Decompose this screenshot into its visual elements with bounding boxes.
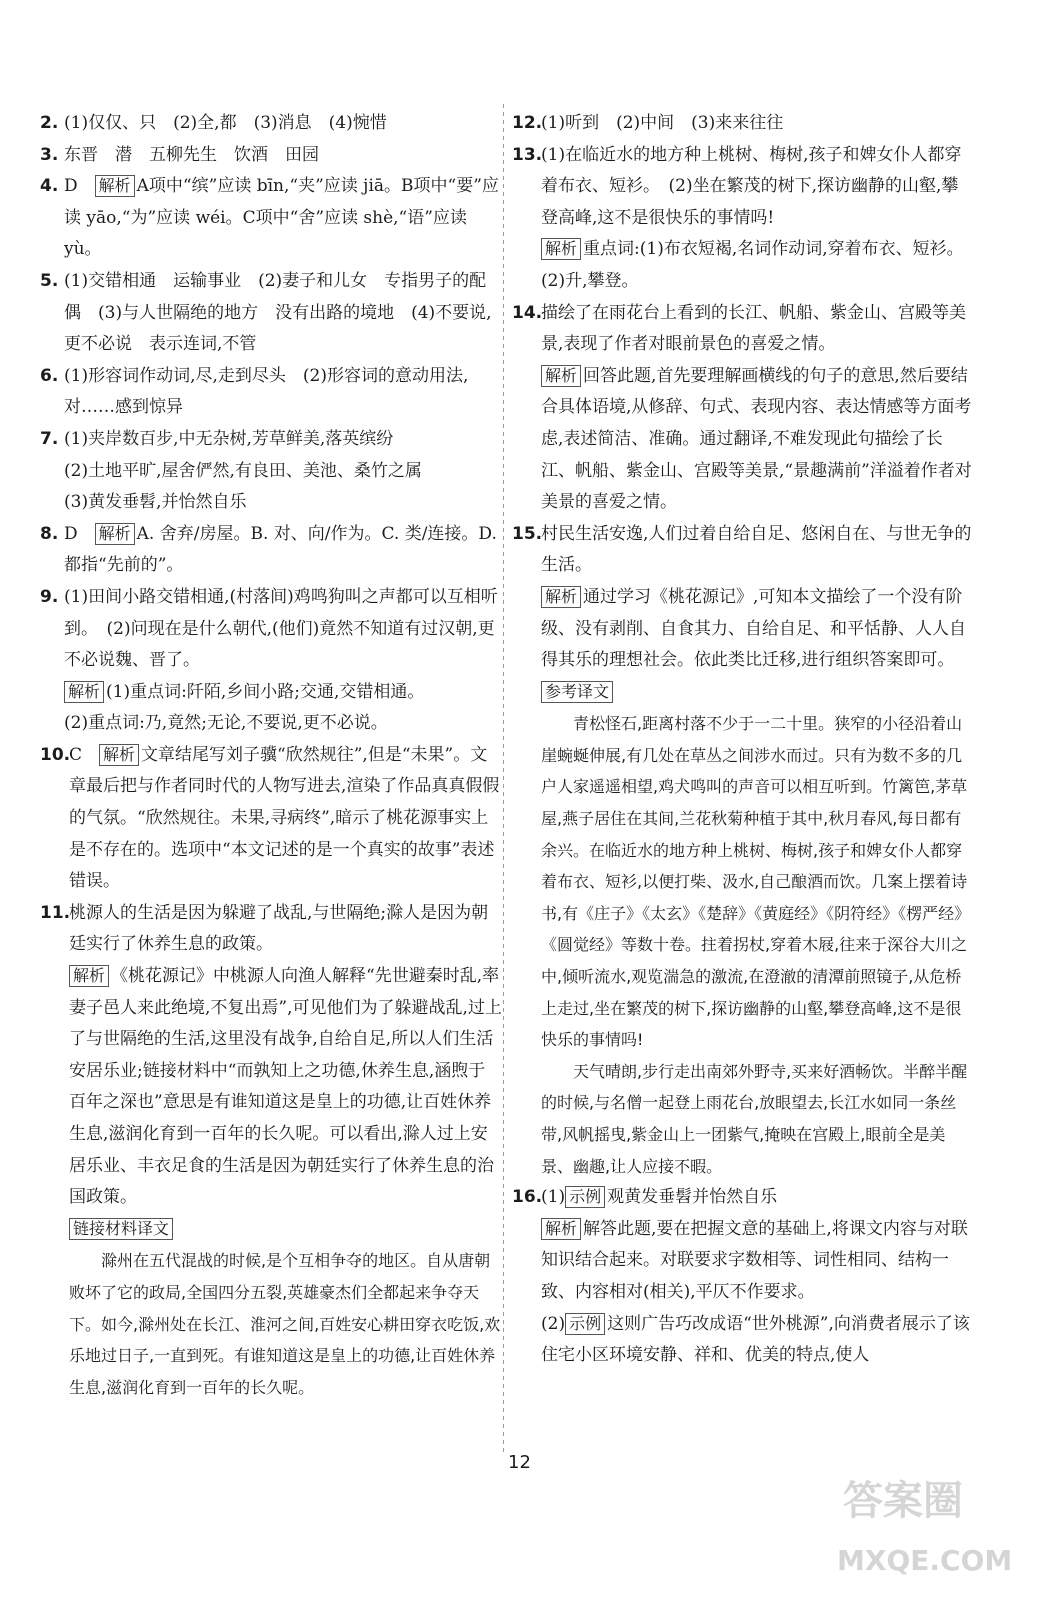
answer-item — [512, 140, 972, 298]
answer-item — [40, 519, 502, 582]
answer-paragraph — [64, 266, 502, 361]
explanation-text: 观黄发垂髫并怡然自乐 — [607, 1187, 778, 1208]
answer-text: (1)听到 (2)中间 (3)来来往往 — [541, 113, 784, 133]
label-tag: 解析 — [64, 681, 104, 703]
item-number: 12. — [512, 113, 543, 133]
watermark-cn: 答案圈 — [843, 1478, 963, 1524]
label-tag: 解析 — [541, 1218, 581, 1240]
item-number: 13. — [512, 144, 543, 165]
answer-paragraph — [541, 361, 972, 519]
answer-paragraph — [541, 1182, 972, 1214]
answer-text: C — [69, 744, 100, 765]
left-column — [40, 108, 502, 1403]
answer-text: D — [64, 523, 95, 544]
page-number: 12 — [508, 1452, 531, 1473]
translation-paragraph — [69, 1245, 502, 1403]
answer-paragraph — [69, 1214, 502, 1246]
answer-item — [40, 424, 502, 519]
explanation-text: 解答此题,要在把握文意的基础上,将课文内容与对联知识结合起来。对联要求字数相等、词性相同、结构一致、内容相对(相关),平仄不作要求。 — [541, 1218, 968, 1302]
column-divider — [503, 104, 504, 1452]
translation-block — [69, 1245, 502, 1403]
answer-text: (1)仅仅、只 (2)全,都 (3)消息 (4)惋惜 — [64, 113, 387, 133]
explanation-text: A项中“缤”应读 bīn,“夹”应读 jiā。B项中“要”应读 yāo,“为”应读 wéi。C项中“舍”应读 shè,“语”应读 yù。 — [64, 176, 499, 260]
answer-text: (2) — [541, 1313, 566, 1334]
explanation-text: A. 舍弃/房屋。B. 对、向/作为。C. 类/连接。D. 都指“先前的”。 — [64, 523, 503, 576]
answer-paragraph — [541, 108, 972, 140]
explanation-text: 通过学习《桃花源记》,可知本文描绘了一个没有阶级、没有剥削、自食其力、自给自足、和平恬静、人人自得其乐的理想社会。依此类比迁移,进行组织答案即可。 — [541, 586, 966, 671]
label-tag: 解析 — [69, 965, 109, 987]
answer-paragraph — [64, 708, 502, 740]
answer-paragraph — [541, 298, 972, 361]
answer-paragraph — [541, 1309, 972, 1372]
answer-paragraph — [69, 961, 502, 1214]
answer-item — [40, 361, 502, 424]
answer-item — [512, 519, 972, 1182]
explanation-text: 这则广告巧改成语“世外桃源”,向消费者展示了该住宅小区环境安静、祥和、优美的特点,使人 — [541, 1313, 970, 1366]
answer-paragraph — [64, 171, 502, 266]
answer-item — [40, 740, 502, 898]
item-number: 16. — [512, 1187, 543, 1208]
translation-block — [541, 1056, 972, 1182]
answer-text: (2)重点词:乃,竟然;无论,不要说,更不必说。 — [64, 713, 388, 734]
label-tag: 解析 — [541, 586, 581, 608]
explanation-text: 重点词:(1)布衣短褐,名词作动词,穿着布衣、短衫。(2)升,攀登。 — [541, 239, 964, 291]
answer-text: 滁州在五代混战的时候,是个互相争夺的地区。自从唐朝败坏了它的政局,全国四分五裂,英雄豪杰们全都起来争夺天下。如今,滁州处在长江、淮河之间,百姓安心耕田穿衣吃饭,欢乐地过日子,一直到死。有谁知道这是皇上的功德,让百姓休养生息,滋润化育到一百年的长久呢。 — [69, 1251, 501, 1397]
item-number: 9. — [40, 586, 59, 607]
answer-text: 东晋 潜 五柳先生 饮酒 田园 — [64, 144, 319, 165]
item-number: 10. — [40, 744, 71, 765]
item-number: 6. — [40, 365, 59, 386]
answer-text: (1)交错相通 运输事业 (2)妻子和儿女 专指男子的配偶 (3)与人世隔绝的地方 没有出路的境地 (4)不要说,更不必说 表示连词,不管 — [64, 270, 492, 355]
answer-paragraph — [64, 519, 502, 582]
watermark-en: MXQE.COM — [837, 1544, 1013, 1577]
answer-text: (1)夹岸数百步,中无杂树,芳草鲜美,落英缤纷 — [64, 428, 394, 449]
answer-paragraph — [541, 140, 972, 235]
item-number: 15. — [512, 523, 543, 544]
answer-text: (1)在临近水的地方种上桃树、梅树,孩子和婢女仆人都穿着布衣、短衫。 (2)坐在繁茂的树下,探访幽静的山壑,攀登高峰,这不是很快乐的事情吗! — [541, 144, 962, 228]
label-tag: 解析 — [541, 238, 581, 260]
item-number: 4. — [40, 176, 59, 197]
answer-paragraph — [69, 740, 502, 898]
answer-text: (3)黄发垂髫,并怡然自乐 — [64, 492, 247, 513]
answer-item — [40, 266, 502, 361]
answer-text: 村民生活安逸,人们过着自给自足、悠闲自在、与世无争的生活。 — [541, 523, 972, 576]
answer-item — [40, 171, 502, 266]
answer-text: 天气晴朗,步行走出南郊外野寺,买来好酒畅饮。半醉半醒的时候,与名僧一起登上雨花台,放眼望去,长江水如同一条丝带,风帆摇曳,紫金山上一团紫气,掩映在宫殿上,眼前全是美景、幽趣,让人应接不暇。 — [541, 1061, 968, 1176]
item-number: 2. — [40, 113, 59, 133]
answer-item — [512, 108, 972, 140]
watermark-logo — [833, 1462, 1023, 1582]
answer-item — [512, 1182, 972, 1372]
item-number: 7. — [40, 428, 59, 449]
label-tag: 链接材料译文 — [69, 1218, 173, 1240]
item-number: 3. — [40, 144, 59, 165]
answer-text: 青松怪石,距离村落不少于一二十里。狭窄的小径沿着山崖蜿蜒伸展,有几处在草丛之间涉水而过。只有为数不多的几户人家遥遥相望,鸡犬鸣叫的声音可以相互听到。竹篱笆,茅草屋,燕子居住在其间,兰花秋菊种植于其中,秋月春风,每日都有余兴。在临近水的地方种上桃树、梅树,孩子和婢女仆人都穿着布衣、短衫,以便打柴、汲水,自己酿酒而饮。几案上摆着诗书,有《庄子》《太玄》《楚辞》《黄庭经》《阴符经》《楞严经》《圆觉经》等数十卷。拄着拐杖,穿着木屐,往来于深谷大川之中,倾听流水,观览湍急的激流,在澄澈的清潭前照镜子,从危桥上走过,坐在繁茂的树下,探访幽静的山壑,攀登高峰,这不是很快乐的事情吗! — [541, 714, 971, 1050]
answer-paragraph — [541, 234, 972, 297]
answer-text: D — [64, 176, 95, 197]
answer-text: (1)田间小路交错相通,(村落间)鸡鸣狗叫之声都可以互相听到。 (2)问现在是什么朝代,(他们)竟然不知道有过汉朝,更不必说魏、晋了。 — [64, 586, 498, 671]
label-tag: 参考译文 — [541, 681, 613, 703]
answer-item — [40, 140, 502, 172]
translation-paragraph — [541, 708, 972, 1056]
answer-paragraph — [64, 361, 502, 424]
translation-paragraph — [541, 1056, 972, 1182]
answer-paragraph — [64, 140, 502, 172]
answer-paragraph — [64, 108, 502, 140]
label-tag: 解析 — [541, 365, 581, 387]
item-number: 8. — [40, 523, 59, 544]
explanation-text: 回答此题,首先要理解画横线的句子的意思,然后要结合具体语境,从修辞、句式、表现内容、表达情感等方面考虑,表述简洁、准确。通过翻译,不难发现此句描绘了长江、帆船、紫金山、宫殿等美景,“景趣满前”洋溢着作者对美景的喜爱之情。 — [541, 365, 972, 513]
answer-paragraph — [69, 898, 502, 961]
label-tag: 解析 — [95, 523, 135, 545]
answer-item — [40, 108, 502, 140]
item-number: 11. — [40, 902, 71, 923]
answer-text: 描绘了在雨花台上看到的长江、帆船、紫金山、宫殿等美景,表现了作者对眼前景色的喜爱之情。 — [541, 302, 966, 355]
answer-text: (1) — [541, 1187, 566, 1208]
answer-item — [40, 898, 502, 1404]
answer-text: 桃源人的生活是因为躲避了战乱,与世隔绝;滁人是因为朝廷实行了休养生息的政策。 — [69, 902, 489, 955]
label-tag: 解析 — [99, 744, 139, 766]
answer-paragraph — [64, 456, 502, 488]
label-tag: 解析 — [95, 175, 135, 197]
item-number: 5. — [40, 270, 59, 291]
answer-paragraph — [541, 519, 972, 582]
label-tag: 示例 — [565, 1313, 605, 1335]
explanation-text: (1)重点词:阡陌,乡间小路;交通,交错相通。 — [106, 681, 425, 702]
answer-paragraph — [64, 677, 502, 709]
answer-text: (1)形容词作动词,尽,走到尽头 (2)形容词的意动用法,对……感到惊异 — [64, 365, 469, 418]
explanation-text: 《桃花源记》中桃源人向渔人解释“先世避秦时乱,率妻子邑人来此绝境,不复出焉”,可见他们为了躲避战乱,过上了与世隔绝的生活,这里没有战争,自给自足,所以人们生活安居乐业;链接材料中“而孰知上之功德,休养生息,涵煦于百年之深也”意思是有谁知道这是皇上的功德,让百姓休养生息,滋润化育到一百年的长久呢。可以看出,滁人过上安居乐业、丰衣足食的生活是因为朝廷实行了休养生息的治国政策。 — [69, 966, 502, 1208]
answer-text: (2)土地平旷,屋舍俨然,有良田、美池、桑竹之属 — [64, 460, 422, 481]
answer-paragraph — [541, 677, 972, 709]
explanation-text: 文章结尾写刘子骥“欣然规往”,但是“未果”。文章最后把与作者同时代的人物写进去,渲染了作品真真假假的气氛。“欣然规往。未果,寻病终”,暗示了桃花源事实上是不存在的。选项中“本文记述的是一个真实的故事”表述错误。 — [69, 744, 500, 892]
answer-paragraph — [541, 582, 972, 677]
label-tag: 示例 — [565, 1186, 605, 1208]
answer-item — [512, 298, 972, 519]
answer-paragraph — [541, 1214, 972, 1309]
translation-block — [541, 708, 972, 1056]
answer-item — [40, 582, 502, 740]
right-column — [512, 108, 972, 1372]
answer-paragraph — [64, 424, 502, 456]
item-number: 14. — [512, 302, 543, 323]
answer-paragraph — [64, 487, 502, 519]
answer-paragraph — [64, 582, 502, 677]
